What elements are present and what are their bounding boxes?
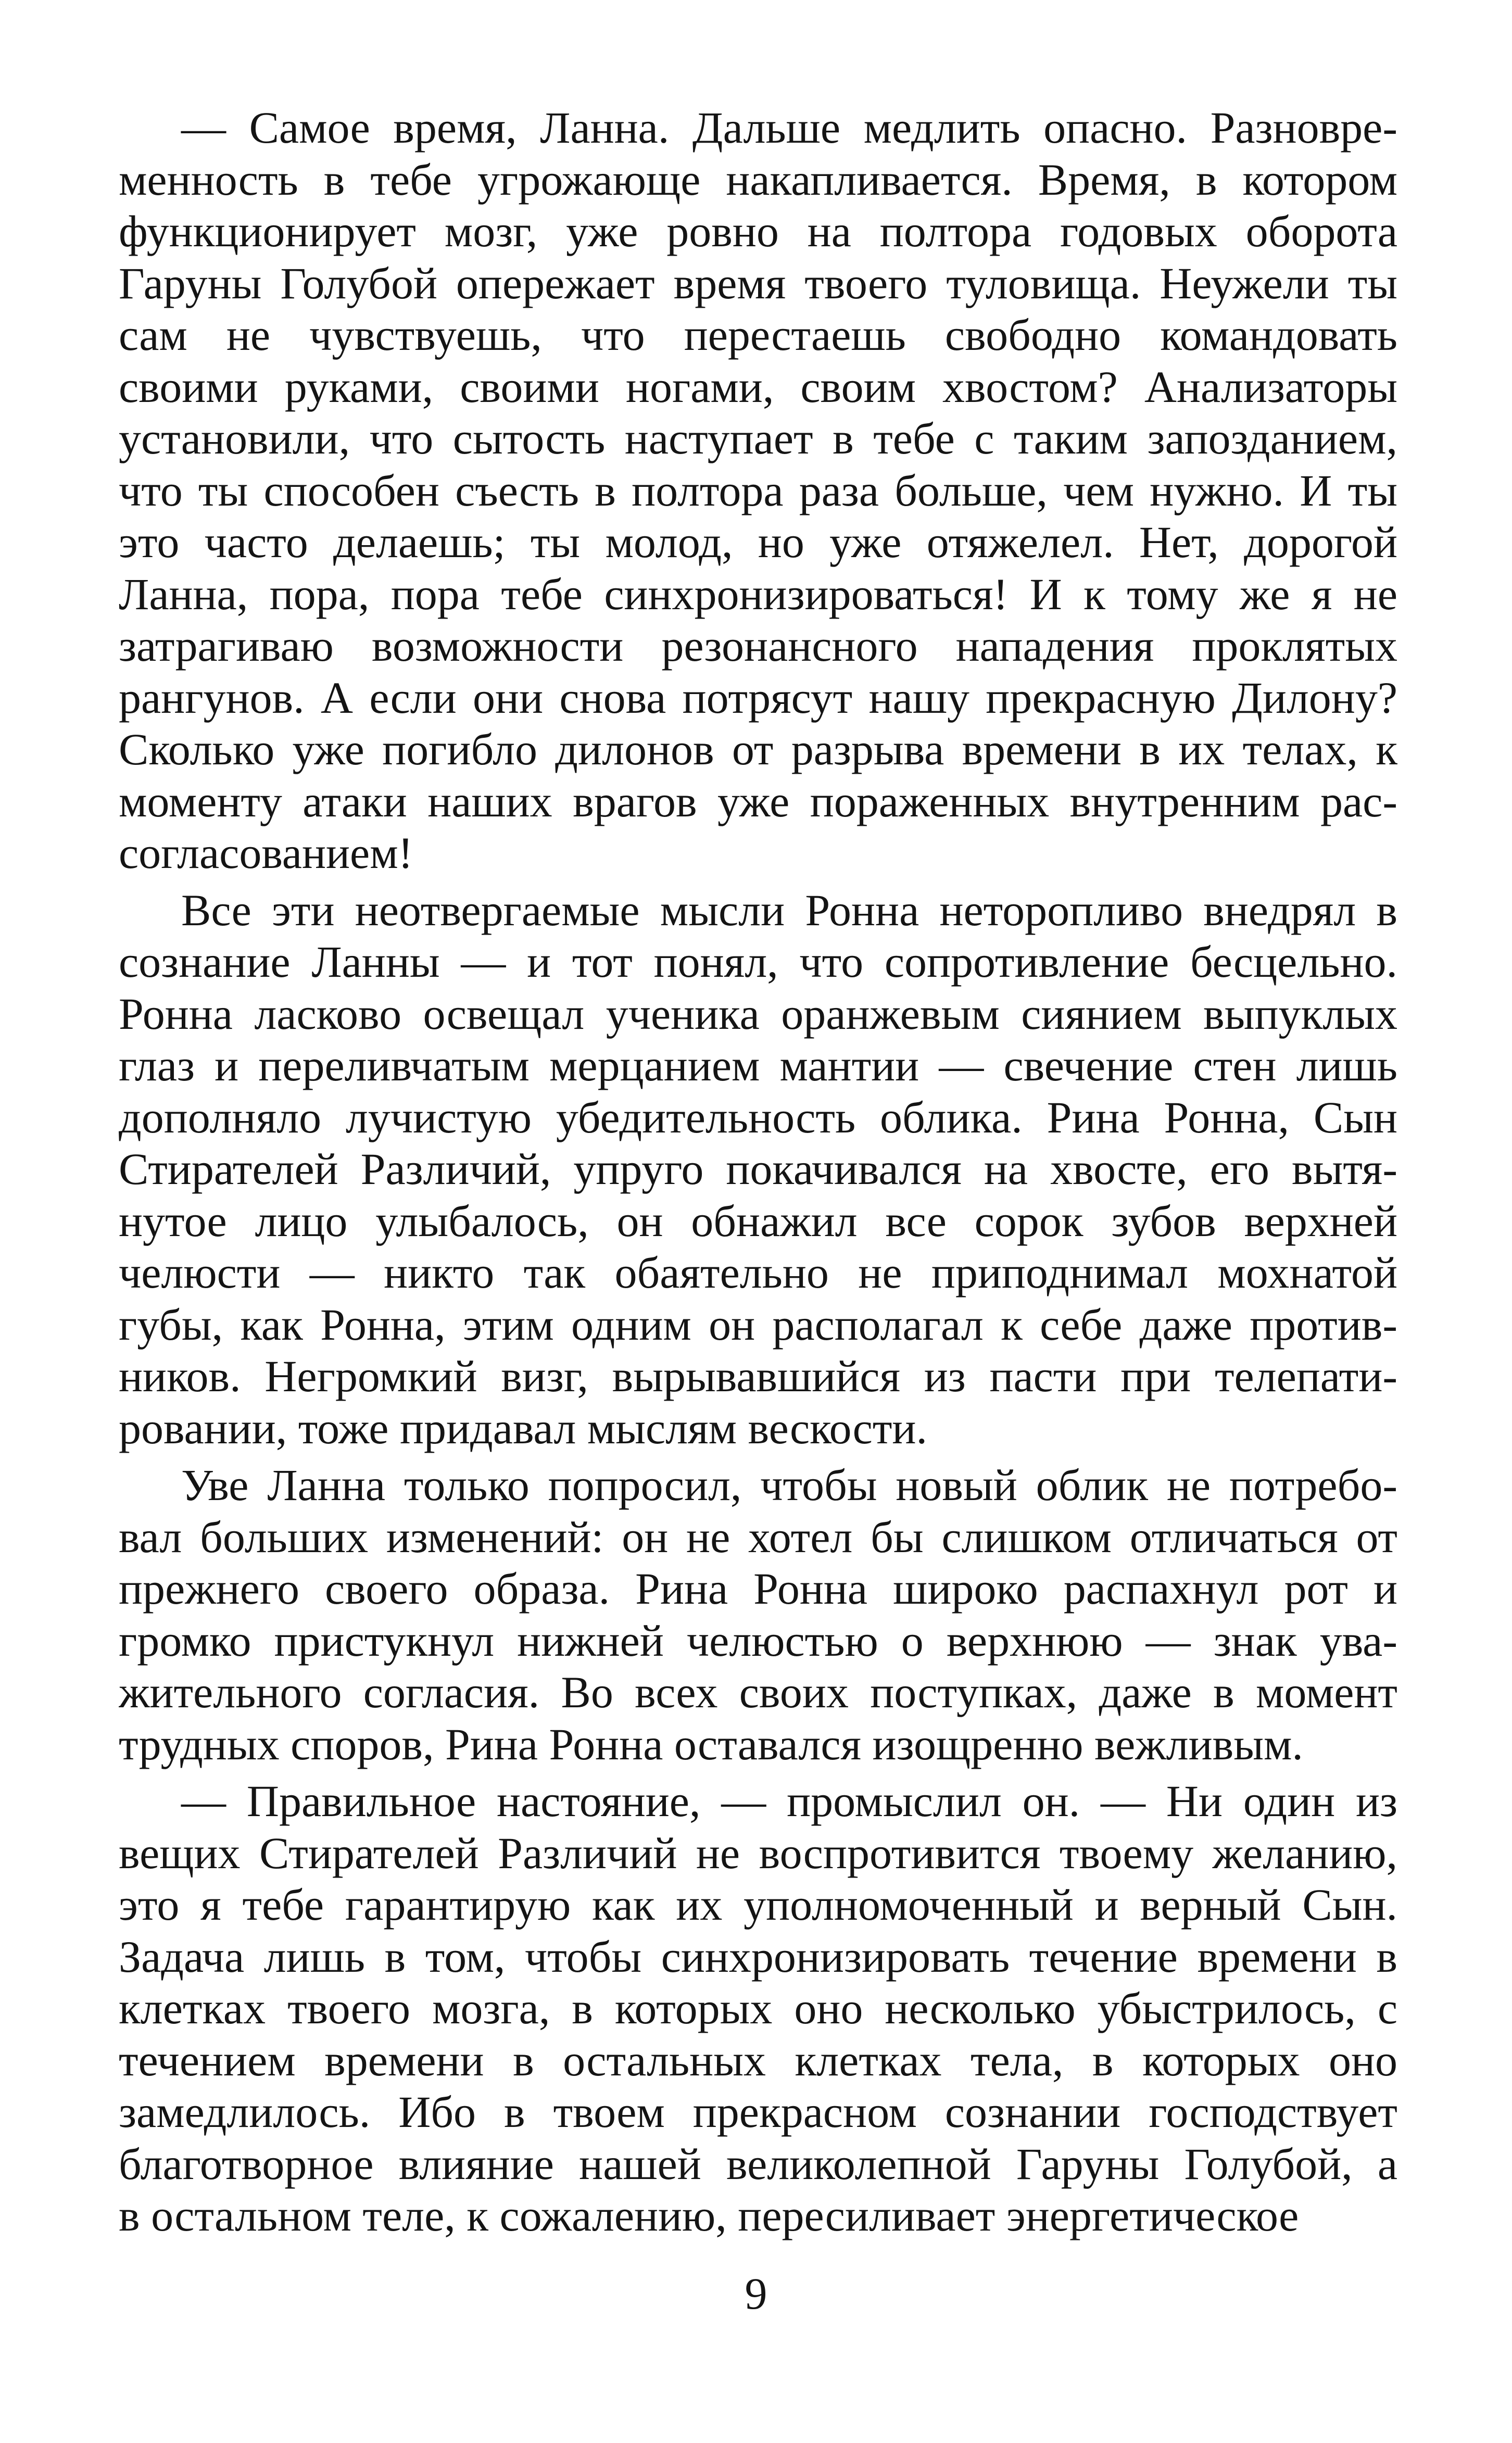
text-line: — Правильное настояние, — промыслил он. — Ни один из <box>181 1776 1397 1826</box>
text-line: громко пристукнул нижней челюстью о верхнюю — знак ува- <box>119 1615 1397 1666</box>
text-line: функционирует мозг, уже ровно на полтора годовых оборота <box>119 206 1397 256</box>
text-line: Гаруны Голубой опережает время твоего туловища. Неужели ты <box>119 258 1397 308</box>
text-line: течением времени в остальных клетках тела, в которых оно <box>119 2035 1397 2085</box>
body-text <box>119 102 1397 2242</box>
text-line: глаз и переливчатым мерцанием мантии — свечение стен лишь <box>119 1040 1397 1090</box>
text-line: благотворное влияние нашей великолепной Гаруны Голубой, а <box>119 2138 1397 2189</box>
text-line: Ронна ласково освещал ученика оранжевым сиянием выпуклых <box>119 988 1397 1039</box>
text-line: трудных споров, Рина Ронна оставался изощренно вежливым. <box>119 1719 1303 1769</box>
page-number: 9 <box>745 2269 767 2319</box>
text-line: менность в тебе угрожающе накапливается. Время, в котором <box>119 154 1397 205</box>
paragraph <box>119 1459 1397 1770</box>
text-line: челюсти — никто так обаятельно не приподнимал мохнатой <box>119 1248 1397 1298</box>
text-line: моменту атаки наших врагов уже пораженных внутренним рас- <box>119 776 1397 826</box>
text-line: ровании, тоже придавал мыслям вескости. <box>119 1403 927 1453</box>
text-line: Ланна, пора, пора тебе синхронизироваться! И к тому же я не <box>119 569 1397 619</box>
text-line: вал больших изменений: он не хотел бы слишком отличаться от <box>119 1512 1397 1562</box>
text-line: ников. Негромкий визг, вырывавшийся из пасти при телепати- <box>119 1351 1397 1401</box>
paragraph <box>119 1775 1397 2242</box>
text-line: затрагиваю возможности резонансного нападения проклятых <box>119 621 1397 671</box>
text-line: Все эти неотвергаемые мысли Ронна неторопливо внедрял в <box>181 885 1397 935</box>
text-line: Задача лишь в том, чтобы синхронизировать течение времени в <box>119 1931 1397 1982</box>
text-line: губы, как Ронна, этим одним он располагал к себе даже против- <box>119 1299 1397 1350</box>
text-line: своими руками, своими ногами, своим хвостом? Анализаторы <box>119 361 1397 412</box>
text-line: что ты способен съесть в полтора раза больше, чем нужно. И ты <box>119 465 1397 515</box>
text-line: Стирателей Различий, упруго покачивался на хвосте, его вытя- <box>119 1144 1397 1194</box>
paragraph <box>119 102 1397 879</box>
text-line: жительного согласия. Во всех своих поступках, даже в момент <box>119 1667 1397 1717</box>
text-line: Уве Ланна только попросил, чтобы новый облик не потребо- <box>181 1460 1397 1510</box>
text-line: согласованием! <box>119 828 413 878</box>
text-line: нутое лицо улыбалось, он обнажил все сорок зубов верхней <box>119 1195 1397 1246</box>
paragraph <box>119 885 1397 1455</box>
text-line: вещих Стирателей Различий не воспротивится твоему желанию, <box>119 1828 1397 1878</box>
text-line: сам не чувствуешь, что перестаешь свободно командовать <box>119 310 1397 360</box>
text-line: это я тебе гарантирую как их уполномоченный и верный Сын. <box>119 1880 1397 1930</box>
text-line: дополняло лучистую убедительность облика. Рина Ронна, Сын <box>119 1092 1397 1142</box>
text-line: клетках твоего мозга, в которых оно несколько убыстрилось, с <box>119 1983 1397 2033</box>
text-line: в остальном теле, к сожалению, пересиливает энергетическое <box>119 2190 1299 2240</box>
text-line: Сколько уже погибло дилонов от разрыва времени в их телах, к <box>119 724 1397 774</box>
text-line: — Самое время, Ланна. Дальше медлить опасно. Разновре- <box>181 103 1397 153</box>
text-line: это часто делаешь; ты молод, но уже отяжелел. Нет, дорогой <box>119 517 1397 567</box>
text-line: рангунов. А если они снова потрясут нашу прекрасную Дилону? <box>119 672 1397 723</box>
text-line: сознание Ланны — и тот понял, что сопротивление бесцельно. <box>119 937 1397 987</box>
text-line: замедлилось. Ибо в твоем прекрасном сознании господствует <box>119 2087 1397 2137</box>
text-line: прежнего своего образа. Рина Ронна широко распахнул рот и <box>119 1564 1397 1614</box>
text-line: установили, что сытость наступает в тебе с таким запозданием, <box>119 413 1397 463</box>
